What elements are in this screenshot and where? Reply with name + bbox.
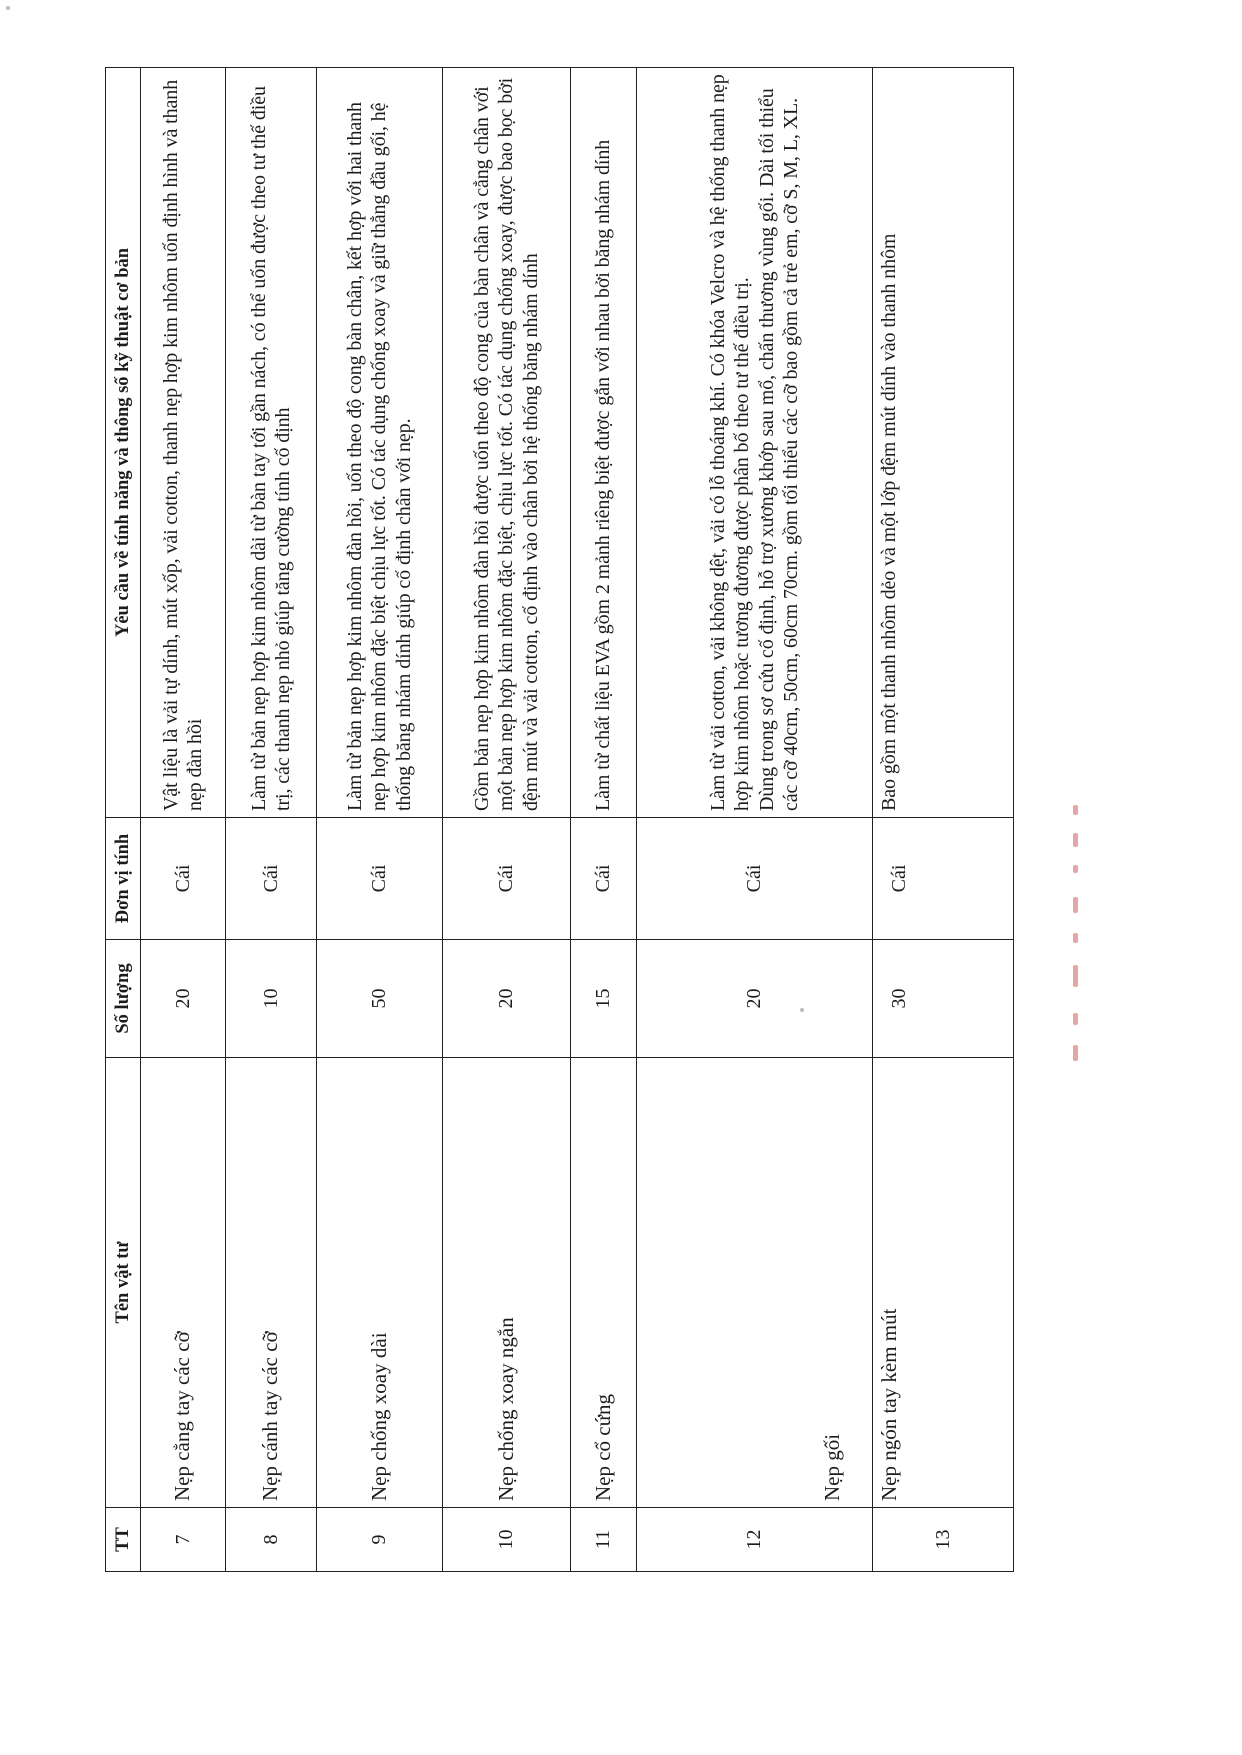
- cell-unit: Cái: [443, 818, 571, 940]
- cell-tt: 10: [443, 1508, 571, 1572]
- cell-qty: 10: [226, 940, 317, 1058]
- cell-req: [637, 68, 873, 818]
- cell-tt: 11: [571, 1508, 637, 1572]
- stamp-mark: [1067, 805, 1087, 1065]
- cell-tt: 8: [226, 1508, 317, 1572]
- scan-speck: [800, 1008, 804, 1012]
- header-tt: TT: [106, 1508, 141, 1572]
- cell-unit: Cái: [141, 818, 226, 940]
- cell-req: [317, 68, 443, 818]
- req-text: Bao gồm một thanh nhôm dẻo và một lớp đệm mút dính vào thanh nhôm: [878, 233, 900, 811]
- cell-name: Nẹp cổ cứng: [571, 1058, 637, 1508]
- table-row: [317, 68, 443, 1572]
- cell-unit: Cái: [637, 818, 873, 940]
- cell-req: [443, 68, 571, 818]
- header-unit: Đơn vị tính: [106, 818, 141, 940]
- req-text: Làm từ bản nẹp hợp kim nhôm dài từ bàn tay tới gần nách, có thể uốn được theo tư thế điều trị, các thanh nẹp nhỏ giúp tăng cường tính cố định: [247, 86, 294, 811]
- cell-tt: 9: [317, 1508, 443, 1572]
- cell-tt: 12: [637, 1508, 873, 1572]
- cell-name: Nẹp ngón tay kèm mút: [873, 1058, 1014, 1508]
- cell-name: Nẹp cánh tay các cỡ: [226, 1058, 317, 1508]
- supplies-table: [105, 67, 1014, 1572]
- header-qty: Số lượng: [106, 940, 141, 1058]
- req-text: Vật liệu là vải tự dính, mút xốp, vải cotton, thanh nẹp hợp kim nhôm uốn định hình và thanh nẹp đàn hồi: [159, 79, 206, 811]
- scan-speck: [6, 6, 10, 10]
- header-req: Yêu cầu về tính năng và thông số kỹ thuật cơ bản: [106, 68, 141, 818]
- cell-qty: 20: [141, 940, 226, 1058]
- cell-unit: Cái: [317, 818, 443, 940]
- req-text: Làm từ chất liệu EVA gồm 2 mảnh riêng biệt được gắn với nhau bởi băng nhám dính: [592, 139, 615, 811]
- table-row: [443, 68, 571, 1572]
- rotated-table-wrapper: [105, 68, 978, 1572]
- cell-name: Nẹp gối: [637, 1058, 873, 1508]
- cell-unit: Cái: [571, 818, 637, 940]
- cell-qty: 15: [571, 940, 637, 1058]
- table-row: [571, 68, 637, 1572]
- cell-qty: 50: [317, 940, 443, 1058]
- cell-qty: 20: [443, 940, 571, 1058]
- cell-name: Nẹp chống xoay dài: [317, 1058, 443, 1508]
- cell-unit: Cái: [873, 818, 1014, 940]
- header-row: [106, 68, 141, 1572]
- cell-tt: 7: [141, 1508, 226, 1572]
- req-text: Làm từ vải cotton, vải không dệt, vải có lỗ thoáng khí. Có khóa Velcro và hệ thống thanh nẹp hợp kim nhôm hoặc tương đương được phân bố theo tư thế điều trị.: [706, 74, 754, 811]
- table-row: [873, 68, 1014, 1572]
- req-text: Dùng trong sơ cứu cố định, hỗ trợ xương khớp sau mổ, chấn thương vùng gối. Dài tối thiểu các cỡ 40cm, 50cm, 60cm 70cm. gồm tối thiểu các cỡ bao gồm cả trẻ em, cỡ S, M, L, XL.: [755, 88, 802, 811]
- cell-qty: 30: [873, 940, 1014, 1058]
- req-text: Gồm bản nẹp hợp kim nhôm đàn hồi được uốn theo độ cong của bàn chân và cẳng chân với một bản nẹp hợp kim nhôm đặc biệt, chịu lực tốt. Có tác dụng chống xoay, được bao bọc bởi đệm mút và vải cotton, cố định vào chân bởi hệ thống băng nhám dính: [470, 77, 542, 811]
- req-text: Làm từ bản nẹp hợp kim nhôm đàn hồi, uốn theo độ cong bàn chân, kết hợp với hai thanh nẹp hợp kim nhôm đặc biệt chịu lực tốt. Có tác dụng chống xoay và giữ thẳng đầu gối, hệ thống băng nhám dính giúp cố định chân với nẹp.: [343, 102, 415, 811]
- cell-req: [873, 68, 1014, 818]
- cell-tt: 13: [873, 1508, 1014, 1572]
- cell-name: Nẹp chống xoay ngắn: [443, 1058, 571, 1508]
- header-name: Tên vật tư: [106, 1058, 141, 1508]
- cell-name: Nẹp cẳng tay các cỡ: [141, 1058, 226, 1508]
- table-row: [141, 68, 226, 1572]
- cell-qty: 20: [637, 940, 873, 1058]
- cell-unit: Cái: [226, 818, 317, 940]
- table-row: [226, 68, 317, 1572]
- cell-req: [226, 68, 317, 818]
- cell-req: [141, 68, 226, 818]
- cell-req: [571, 68, 637, 818]
- table-row: [637, 68, 873, 1572]
